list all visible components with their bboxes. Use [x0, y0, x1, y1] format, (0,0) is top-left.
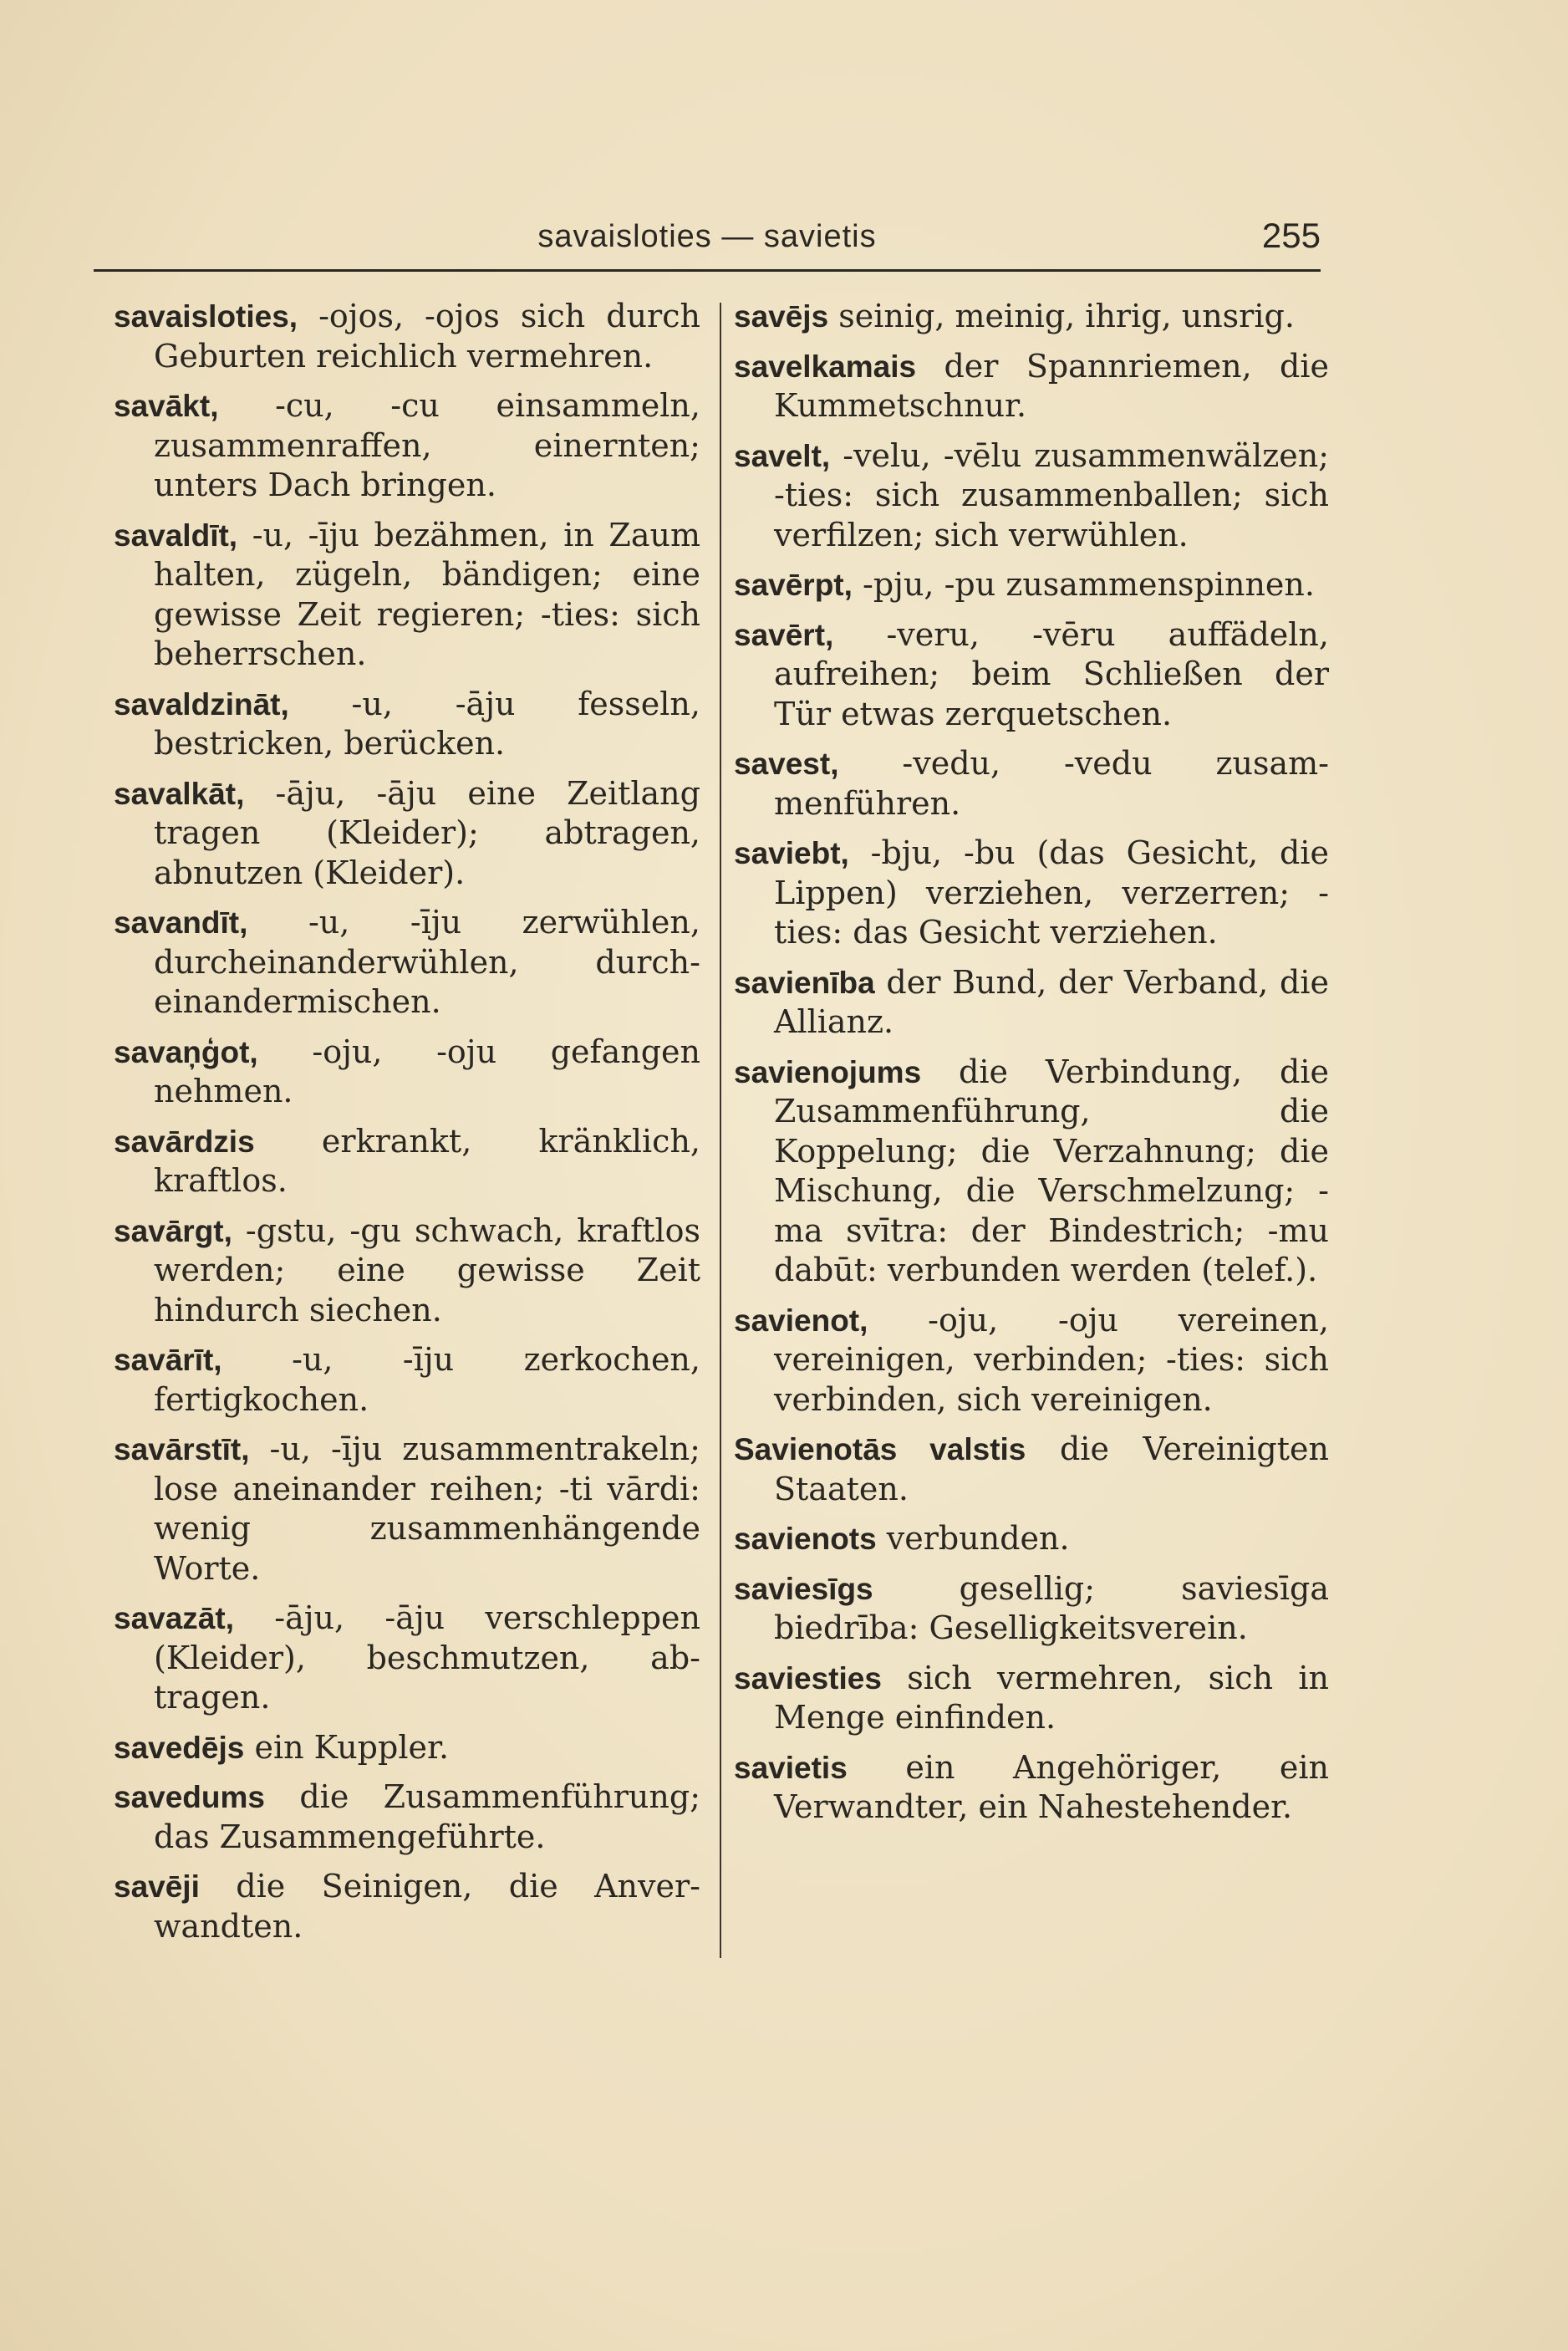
entry-headword: savelt, [734, 438, 831, 473]
dictionary-entry [734, 297, 1329, 337]
entry-definition: sich vermehren, sich in Menge einfinden. [774, 1659, 1329, 1736]
entry-headword: savākt, [114, 389, 219, 423]
dictionary-entry [734, 347, 1329, 426]
entry-definition: -veru, -vēru auffädeln, aufreihen; beim Schließen der Tür etwas zerquetschen. [774, 615, 1329, 732]
entry-headword: savēji [114, 1869, 200, 1904]
dictionary-entry [734, 565, 1329, 605]
entry-definition: erkrankt, kränklich, kraftlos. [154, 1122, 700, 1199]
entry-definition: -u, -īju zerkochen, fertigkochen. [154, 1341, 700, 1418]
entry-definition: -cu, -cu einsammeln, zusammenraffen, einernten; unters Dach bringen. [154, 387, 700, 503]
entry-definition: -u, -āju fesseln, bestricken, berücken. [154, 685, 700, 762]
entry-headword: savandīt, [114, 905, 248, 940]
entry-definition: die Verbindung, die Zusammenführung, die Koppelung; die Verzahnung; die Mischung, die Verschmelzung; -ma svītra: der Bindestrich; -mu dabūt: verbunden werden (telef.). [774, 1053, 1329, 1288]
entry-definition: die Seinigen, die Anverwandten. [154, 1868, 700, 1945]
entry-definition: -u, -īju bezähmen, in Zaum halten, zügeln, bändigen; eine gewisse Zeit regieren; -ties: sich beherrschen. [154, 516, 700, 672]
entry-definition: -u, -īju zusammentrakeln; lose aneinander reihen; -ti vārdi: wenig zusammenhängende Worte. [154, 1430, 700, 1587]
entry-headword: savienojums [734, 1054, 922, 1089]
column-divider [720, 303, 721, 1958]
entry-definition: gesellig; saviesīga biedrība: Geselligkeitsverein. [774, 1569, 1329, 1646]
entry-definition: verbunden. [886, 1520, 1070, 1557]
entry-headword: savārstīt, [114, 1432, 250, 1466]
dictionary-entry [114, 1728, 700, 1768]
dictionary-entry [734, 1569, 1329, 1649]
entry-definition: der Spannriemen, die Kummetschnur. [774, 347, 1329, 424]
dictionary-entry [114, 1777, 700, 1857]
dictionary-entry [114, 516, 700, 675]
entry-definition: die Zusammenführung; das Zusammengeführte. [154, 1778, 700, 1855]
entry-headword: savērpt, [734, 568, 853, 602]
dictionary-entry [114, 386, 700, 506]
entry-definition: -velu, -vēlu zusammenwälzen; -ties: sich zusammenballen; sich verfilzen; sich verwühlen. [774, 436, 1329, 553]
dictionary-entry [734, 615, 1329, 735]
dictionary-entry [114, 1340, 700, 1420]
entry-headword: saviesīgs [734, 1571, 873, 1606]
entry-headword: savalkāt, [114, 776, 245, 811]
entry-definition: -āju, -āju verschleppen (Kleider), beschmutzen, abtragen. [154, 1599, 700, 1716]
entry-headword: savietis [734, 1750, 848, 1785]
left-column [114, 297, 700, 1956]
entry-definition: -āju, -āju eine Zeitlang tragen (Kleider); abtragen, abnutzen (Kleider). [154, 774, 700, 891]
entry-definition: -vedu, -vedu zusammenführen. [774, 745, 1329, 822]
entry-headword: saviesties [734, 1660, 882, 1696]
entry-definition: -ojos, -ojos sich durch Geburten reichlich vermehren. [154, 298, 700, 375]
page-number: 255 [1261, 216, 1321, 255]
dictionary-entry [734, 1430, 1329, 1509]
entry-definition: -u, -īju zerwühlen, durcheinanderwühlen, durcheinandermischen. [154, 904, 700, 1020]
entry-definition: -bju, -bu (das Gesicht, die Lippen) verziehen, verzerren; -ties: das Gesicht verziehen. [774, 834, 1329, 951]
entry-headword: savaldīt, [114, 518, 238, 553]
dictionary-entry [114, 1430, 700, 1589]
entry-definition: -gstu, -gu schwach, kraftlos werden; eine gewisse Zeit hindurch siechen. [154, 1211, 700, 1328]
dictionary-entry [114, 297, 700, 376]
entry-headword: savienība [734, 965, 875, 1000]
dictionary-entry [114, 1867, 700, 1946]
dictionary-entry [734, 436, 1329, 556]
entry-headword: savaisloties, [114, 299, 298, 334]
entry-headword: savienots [734, 1522, 877, 1556]
dictionary-entry [114, 1211, 700, 1331]
entry-definition: -oju, -oju vereinen, vereinigen, verbinden; -ties: sich verbinden, sich vereinigen. [774, 1301, 1329, 1418]
dictionary-entry [734, 963, 1329, 1043]
dictionary-entry [114, 774, 700, 894]
entry-definition: ein Angehöriger, ein Verwandter, ein Nahestehender. [774, 1748, 1329, 1825]
dictionary-entry [734, 1748, 1329, 1828]
entry-headword: savelkamais [734, 349, 917, 384]
entry-headword: savest, [734, 747, 839, 781]
entry-definition: -oju, -oju gefangen nehmen. [154, 1033, 700, 1109]
entry-headword: savedums [114, 1780, 265, 1814]
entry-definition: seinig, meinig, ihrig, unsrig. [838, 298, 1295, 334]
dictionary-entry [114, 1122, 700, 1201]
entry-headword: Savienotās valstis [734, 1432, 1026, 1466]
right-column [734, 297, 1329, 1838]
entry-definition: die Vereinigten Staaten. [774, 1430, 1329, 1507]
entry-headword: savējs [734, 299, 829, 334]
entry-definition: -pju, -pu zusammenspinnen. [863, 566, 1315, 603]
entry-definition: der Bund, der Verband, die Allianz. [774, 963, 1329, 1040]
entry-headword: savazāt, [114, 1601, 234, 1635]
dictionary-entry [114, 903, 700, 1023]
page-header [94, 216, 1321, 272]
dictionary-entry [114, 1033, 700, 1112]
dictionary-entry [734, 1301, 1329, 1420]
dictionary-entry [734, 1519, 1329, 1559]
entry-headword: savārgt, [114, 1213, 232, 1248]
entry-headword: savērt, [734, 617, 834, 652]
entry-definition: ein Kuppler. [254, 1728, 450, 1766]
entry-headword: saviebt, [734, 836, 849, 870]
dictionary-entry [734, 1659, 1329, 1738]
dictionary-entry [114, 685, 700, 764]
entry-headword: savaņģot, [114, 1034, 258, 1069]
entry-headword: savaldzināt, [114, 686, 289, 722]
dictionary-entry [734, 1053, 1329, 1291]
dictionary-entry [114, 1599, 700, 1718]
entry-headword: savedējs [114, 1730, 245, 1765]
dictionary-entry [734, 834, 1329, 953]
dictionary-entry [734, 744, 1329, 824]
entry-headword: savienot, [734, 1303, 868, 1338]
entry-headword: savārdzis [114, 1124, 255, 1159]
running-head: savaisloties — savietis [537, 219, 877, 254]
entry-headword: savārīt, [114, 1343, 222, 1377]
